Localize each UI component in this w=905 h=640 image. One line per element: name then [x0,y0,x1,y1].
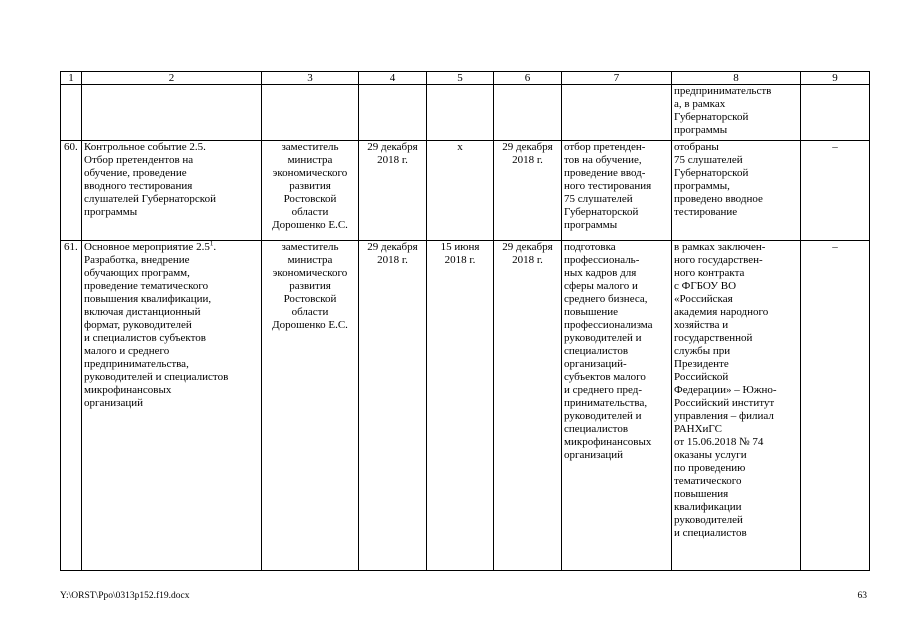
achieved-result-cell: предпринимательств а, в рамках Губернаторской программы [672,85,801,141]
header-cell: 8 [672,72,801,85]
plan-date-cell: 29 декабря 2018 г. [359,141,427,241]
problems-cell: – [801,241,870,571]
event-name-cell [82,241,262,571]
event-name-prefix: Основное мероприятие 2.5 [84,241,210,253]
header-cell: 7 [562,72,672,85]
header-cell: 6 [494,72,562,85]
table-row-continued [61,85,870,141]
table-row-61 [61,241,870,571]
table-row-60 [61,141,870,241]
start-date-cell: 15 июня 2018 г. [427,241,494,571]
end-date-cell: 29 декабря 2018 г. [494,241,562,571]
report-table [60,71,870,571]
header-cell: 2 [82,72,262,85]
footnote-mark: 1 [209,240,214,248]
plan-date-cell: 29 декабря 2018 г. [359,241,427,571]
header-cell: 5 [427,72,494,85]
file-path: Y:\ORST\Ppo\0313p152.f19.docx [60,591,190,601]
responsible-cell: заместитель министра экономического развития Ростовской области Дорошенко Е.С. [262,141,359,241]
achieved-result-cell: в рамках заключен- ного государствен- ного контракта с ФГБОУ ВО «Российская академия народного хозяйства и государственной службы при Президенте Российской Федерации» – Южно- Российский институт управления – филиал РАНХиГС от 15.06.2018 № 74 оказаны услуги по проведению тематического повышения квалификации руководителей и специалистов [672,241,801,571]
header-row [61,72,870,85]
start-date-cell: х [427,141,494,241]
page-number: 63 [857,591,867,601]
row-number: 60. [61,141,82,241]
row-number: 61. [61,241,82,571]
end-date-cell: 29 декабря 2018 г. [494,141,562,241]
header-cell: 3 [262,72,359,85]
event-name-cell: Контрольное событие 2.5. Отбор претендентов на обучение, проведение вводного тестирования слушателей Губернаторской программы [82,141,262,241]
responsible-cell: заместитель министра экономического развития Ростовской области Дорошенко Е.С. [262,241,359,571]
header-cell: 1 [61,72,82,85]
header-cell: 4 [359,72,427,85]
expected-result-cell: отбор претенден- тов на обучение, проведение ввод- ного тестирования 75 слушателей Губернаторской программы [562,141,672,241]
expected-result-cell: подготовка профессиональ- ных кадров для сферы малого и среднего бизнеса, повышение профессионализма руководителей и специалистов организаций- субъектов малого и среднего пред- принимательства, руководителей и специалистов микрофинансовых организаций [562,241,672,571]
problems-cell: – [801,141,870,241]
achieved-result-cell: отобраны 75 слушателей Губернаторской программы, проведено вводное тестирование [672,141,801,241]
event-name-text: . Разработка, внедрение обучающих программ, проведение тематического повышения квалификации, включая дистанционный формат, руководителей и специалистов субъектов малого и среднего предпринимательства, руководителей и специалистов микрофинансовых организаций [84,241,229,409]
header-cell: 9 [801,72,870,85]
